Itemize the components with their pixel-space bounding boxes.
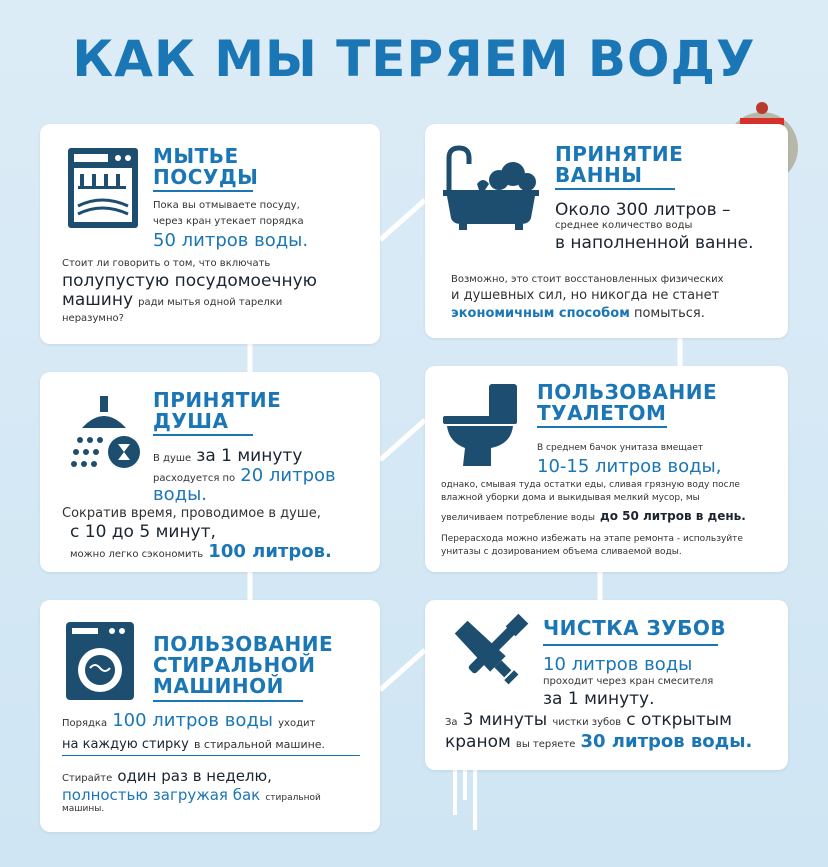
text-line: Около 300 литров – [555, 200, 731, 220]
text-span: 30 литров воды. [580, 731, 753, 752]
text-line [153, 446, 302, 466]
text-line: Стоит ли говорить о том, что включать [62, 258, 271, 269]
card-heading: ПРИНЯТИЕ ВАННЫ [555, 142, 684, 187]
heading-underline [537, 426, 667, 428]
text-line: Перерасхода можно избежать на этапе ремонта - используйте [441, 534, 743, 544]
text-line: за 1 минуту. [543, 689, 655, 709]
text-span: 20 литров [240, 465, 336, 486]
text-line [70, 541, 332, 562]
toothbrush-toothpaste-icon [443, 612, 533, 696]
text-line: унитазы с дозированием объема сливаемой воды. [441, 547, 682, 557]
text-span: помыться. [633, 306, 705, 321]
text-span: ради мытья одной тарелки [138, 297, 283, 308]
shower-icon [68, 394, 148, 474]
text-line [445, 731, 752, 752]
text-line: Возможно, это стоит восстановленных физических [451, 274, 724, 285]
text-span: один раз в неделю, [117, 767, 272, 785]
highlight-amount: 10 литров воды [543, 654, 693, 675]
text-span: с открытым [626, 710, 732, 730]
highlight-amount: 50 литров воды. [153, 230, 309, 251]
heading-underline [555, 188, 675, 190]
text-span: уходит [278, 718, 316, 729]
text-line: влажной уборки дома и выкидывая мелкий мусор, мы [441, 493, 700, 503]
text-span: Стирайте [62, 773, 113, 784]
text-line: Пока вы отмываете посуду, [153, 200, 300, 211]
text-span: 100 литров воды [112, 710, 274, 731]
text-line [441, 505, 746, 524]
text-span: в стиральной машине. [193, 738, 326, 751]
text-span: вы теряете [515, 739, 576, 750]
text-line [445, 710, 732, 730]
text-line: и душевных сил, но никогда не станет [451, 288, 720, 303]
text-span: за 1 минуту [196, 446, 303, 466]
text-line: полупустую посудомоечную [62, 271, 317, 291]
card-heading: ПОЛЬЗОВАНИЕ СТИРАЛЬНОЙ МАШИНОЙ [153, 632, 334, 698]
divider [62, 755, 360, 756]
text-span: на каждую стирку [62, 737, 189, 752]
card-teeth-brushing [425, 600, 788, 770]
card-dishwashing [40, 124, 380, 344]
highlight-amount: 10-15 литров воды, [537, 456, 722, 477]
text-line: проходит через кран смесителя [543, 676, 714, 687]
text-line: В среднем бачок унитаза вмещает [537, 443, 704, 453]
text-span: увеличиваем потребление воды [441, 513, 595, 523]
heading-underline [543, 644, 718, 646]
washing-machine-icon [64, 620, 136, 702]
bathtub-icon [441, 144, 541, 232]
card-washing-machine [40, 600, 380, 832]
text-line: воды. [153, 484, 207, 505]
page-title: КАК МЫ ТЕРЯЕМ ВОДУ [72, 30, 756, 88]
text-span: можно легко сэкономить [70, 549, 204, 560]
card-shower [40, 372, 380, 572]
text-span: машину [62, 290, 134, 310]
toilet-icon [441, 382, 521, 468]
heading-underline [153, 190, 253, 192]
text-span: В душе [153, 453, 192, 464]
text-line [451, 306, 705, 321]
text-span: расходуется по [153, 473, 236, 484]
text-span: до 50 литров в день. [600, 509, 746, 523]
text-span: 3 минуты [462, 710, 548, 730]
card-heading: ПОЛЬЗОВАНИЕ ТУАЛЕТОМ [537, 380, 718, 425]
dishwasher-icon [66, 146, 140, 230]
text-line [62, 785, 321, 804]
card-toilet [425, 366, 788, 572]
text-line [62, 733, 325, 752]
card-heading: МЫТЬЕ ПОСУДЫ [153, 144, 259, 189]
text-span: Порядка [62, 718, 108, 729]
text-span: 100 литров. [208, 541, 332, 562]
card-heading: ПРИНЯТИЕ ДУША [153, 388, 282, 433]
card-heading: ЧИСТКА ЗУБОВ [543, 616, 727, 640]
text-span: стиральной [265, 793, 321, 803]
text-line [62, 290, 282, 310]
text-line [62, 766, 272, 785]
text-line [153, 465, 336, 486]
text-line: Сократив время, проводимое в душе, [62, 506, 321, 521]
card-bath [425, 124, 788, 338]
heading-underline [153, 700, 303, 702]
text-span: За [445, 717, 458, 728]
heading-underline [153, 434, 253, 436]
text-span: краном [445, 732, 511, 752]
text-line: однако, смывая туда остатки еды, сливая грязную воду после [441, 480, 740, 490]
text-line [62, 710, 315, 731]
text-line: в наполненной ванне. [555, 233, 754, 253]
text-line: машины. [62, 804, 105, 814]
text-span: полностью загружая бак [62, 786, 261, 804]
text-line: среднее количество воды [555, 220, 693, 231]
text-span: чистки зубов [552, 717, 622, 728]
text-line: неразумно? [62, 313, 124, 324]
text-line: с 10 до 5 минут, [70, 522, 216, 542]
text-span: экономичным способом [451, 306, 630, 321]
text-line: через кран утекает порядка [153, 216, 304, 227]
